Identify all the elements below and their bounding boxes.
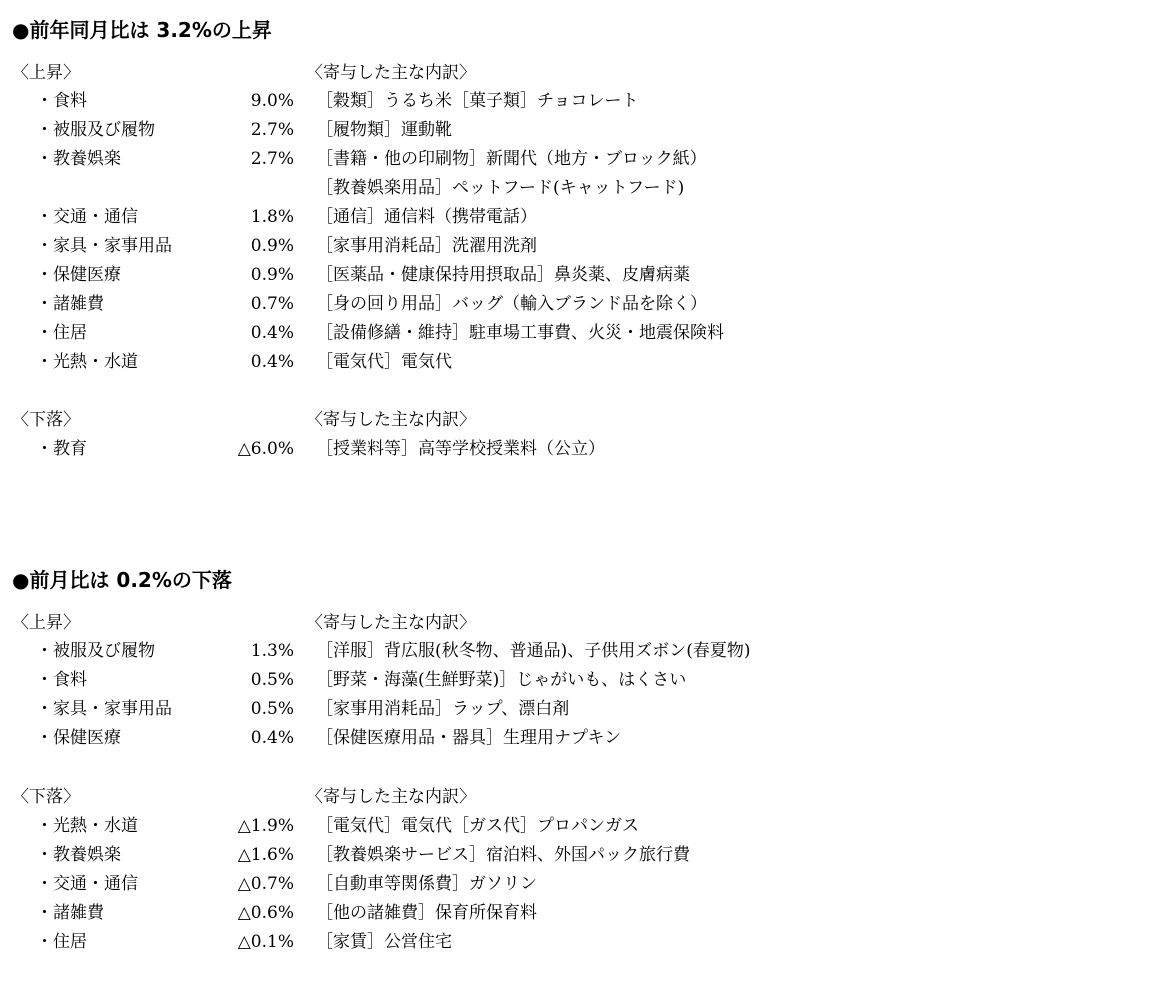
item-detail: ［家事用消耗品］ラップ、漂白剤 [316,699,570,719]
item-category: ・光熱・水道 [36,816,138,836]
list-item [0,116,1152,145]
item-value: 1.8% [250,207,294,227]
item-category: ・被服及び履物 [36,641,155,661]
item-detail: ［洋服］背広服(秋冬物、普通品)、子供用ズボン(春夏物) [316,641,751,661]
list-item [0,637,1152,666]
item-category: ・光熱・水道 [36,352,138,372]
list-item [0,435,1152,464]
list-item [0,232,1152,261]
item-value: 2.7% [250,120,294,140]
item-value: 0.4% [250,728,294,748]
item-category: ・家具・家事用品 [36,236,172,256]
item-category: ・教養娯楽 [36,845,121,865]
item-value: 1.3% [250,641,294,661]
item-category: ・交通・通信 [36,207,138,227]
item-detail: ［電気代］電気代［ガス代］プロパンガス [316,816,639,836]
item-value: △0.1% [237,932,294,952]
item-value: △0.6% [237,903,294,923]
item-category: ・諸雑費 [36,294,104,314]
item-detail: ［教養娯楽用品］ペットフード(キャットフード) [316,178,685,198]
item-detail: ［履物類］運動靴 [316,120,452,140]
item-value: 0.4% [250,323,294,343]
item-detail: ［教養娯楽サービス］宿泊料、外国パック旅行費 [316,845,690,865]
group-label-rise: 〈上昇〉 [12,613,80,633]
group-label-fall: 〈下落〉 [12,787,80,807]
item-value: 9.0% [250,91,294,111]
item-value: 0.5% [250,670,294,690]
item-value: △6.0% [237,439,294,459]
list-item [0,348,1152,377]
item-value: 0.9% [250,236,294,256]
group-label-fall: 〈下落〉 [12,410,80,430]
list-item [0,319,1152,348]
item-category: ・諸雑費 [36,903,104,923]
detail-header: 〈寄与した主な内訳〉 [306,63,476,83]
list-item [0,174,1152,203]
item-detail: ［電気代］電気代 [316,352,452,372]
list-item [0,870,1152,899]
item-category: ・保健医療 [36,265,121,285]
detail-header: 〈寄与した主な内訳〉 [306,410,476,430]
item-value: 0.4% [250,352,294,372]
list-item [0,812,1152,841]
list-item [0,695,1152,724]
item-value: △0.7% [237,874,294,894]
list-item [0,928,1152,957]
group-label-rise: 〈上昇〉 [12,63,80,83]
list-item [0,290,1152,319]
detail-header: 〈寄与した主な内訳〉 [306,787,476,807]
item-value: △1.6% [237,845,294,865]
list-item [0,724,1152,753]
item-category: ・保健医療 [36,728,121,748]
item-value: 0.9% [250,265,294,285]
item-value: △1.9% [237,816,294,836]
item-value: 0.7% [250,294,294,314]
list-item [0,841,1152,870]
item-detail: ［書籍・他の印刷物］新聞代（地方・ブロック紙） [316,149,707,169]
item-category: ・住居 [36,323,87,343]
item-detail: ［医薬品・健康保持用摂取品］鼻炎薬、皮膚病薬 [316,265,690,285]
item-category: ・被服及び履物 [36,120,155,140]
item-detail: ［授業料等］高等学校授業料（公立） [316,439,605,459]
item-category: ・食料 [36,91,87,111]
item-category: ・食料 [36,670,87,690]
item-detail: ［設備修繕・維持］駐車場工事費、火災・地震保険料 [316,323,724,343]
detail-header: 〈寄与した主な内訳〉 [306,613,476,633]
list-item [0,203,1152,232]
item-detail: ［家賃］公営住宅 [316,932,452,952]
item-detail: ［身の回り用品］バッグ（輸入ブランド品を除く） [316,294,707,314]
item-category: ・交通・通信 [36,874,138,894]
section-heading-mom: ●前月比は 0.2%の下落 [12,568,232,592]
section-heading-yoy: ●前年同月比は 3.2%の上昇 [12,18,272,42]
item-value: 2.7% [250,149,294,169]
item-detail: ［自動車等関係費］ガソリン [316,874,537,894]
item-detail: ［保健医療用品・器具］生理用ナプキン [316,728,622,748]
item-category: ・住居 [36,932,87,952]
item-detail: ［穀類］うるち米［菓子類］チョコレート [316,91,639,111]
item-category: ・教養娯楽 [36,149,121,169]
list-item [0,261,1152,290]
item-value: 0.5% [250,699,294,719]
list-item [0,666,1152,695]
list-item [0,145,1152,174]
item-detail: ［家事用消耗品］洗濯用洗剤 [316,236,537,256]
item-category: ・家具・家事用品 [36,699,172,719]
list-item [0,87,1152,116]
item-category: ・教育 [36,439,87,459]
list-item [0,899,1152,928]
item-detail: ［野菜・海藻(生鮮野菜)］じゃがいも、はくさい [316,670,687,690]
item-detail: ［通信］通信料（携帯電話） [316,207,537,227]
item-detail: ［他の諸雑費］保育所保育料 [316,903,537,923]
